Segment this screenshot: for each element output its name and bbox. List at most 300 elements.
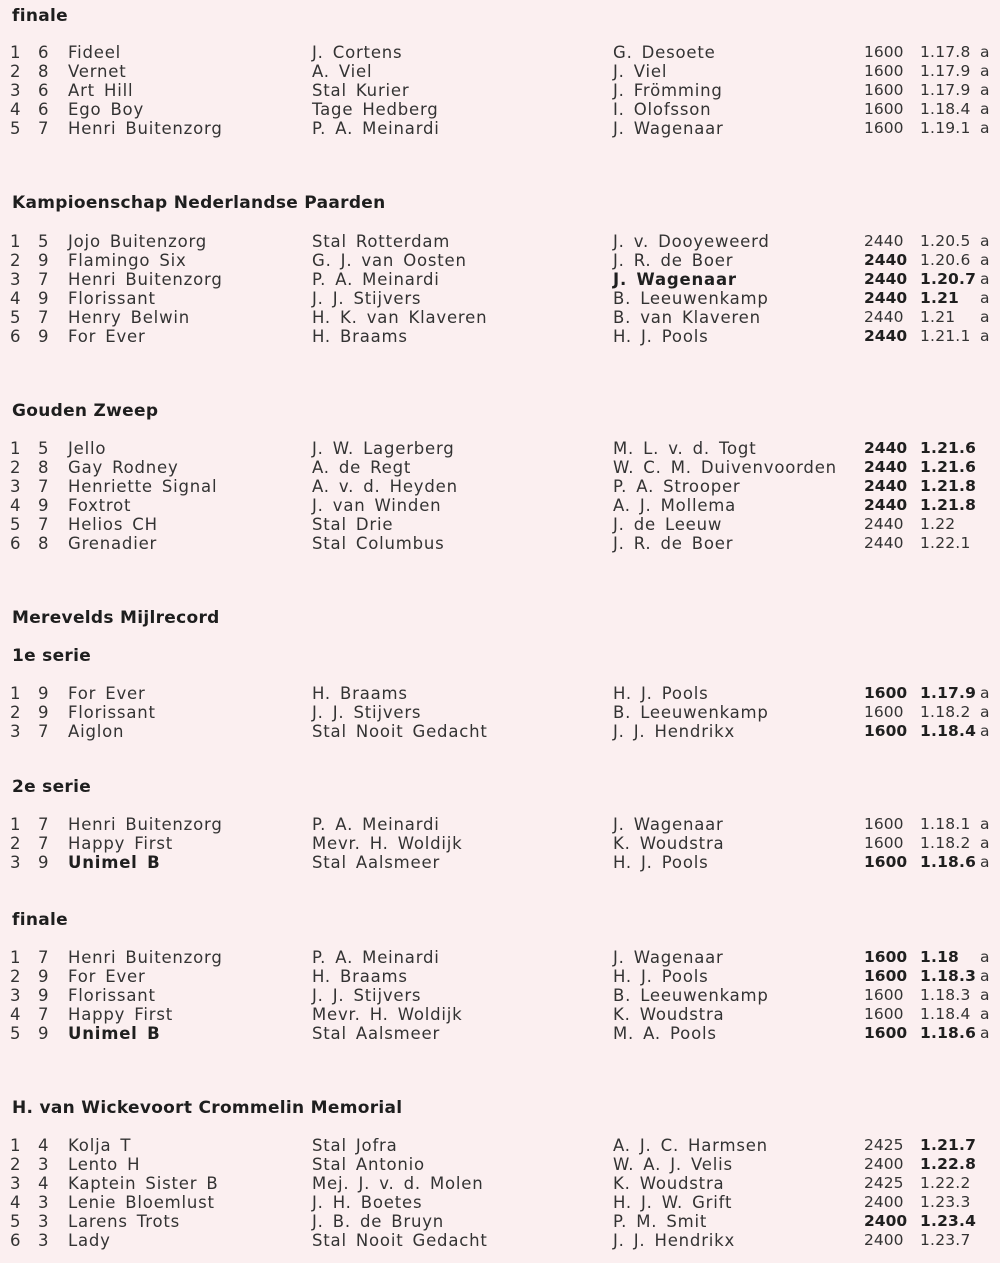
distance: 2440 (864, 289, 908, 307)
horse-name: Henri Buitenzorg (68, 948, 223, 967)
time-suffix: a (980, 327, 991, 345)
time: 1.17.9 (920, 62, 971, 80)
horse-name: Flamingo Six (68, 251, 187, 270)
result-row (0, 81, 1000, 100)
owner-name: P. A. Meinardi (312, 815, 440, 834)
position: 4 (10, 100, 22, 119)
result-row (0, 722, 1000, 741)
time-suffix: a (980, 703, 991, 721)
position: 1 (10, 1136, 22, 1155)
horse-name: Henri Buitenzorg (68, 270, 223, 289)
time: 1.21.6 (920, 439, 977, 457)
driver-name: A. J. Mollema (613, 496, 737, 515)
owner-name: Stal Kurier (312, 81, 410, 100)
time: 1.18 (920, 948, 960, 966)
horse-name: Kolja T (68, 1136, 132, 1155)
driver-name: H. J. Pools (613, 853, 709, 872)
result-row (0, 289, 1000, 308)
start-number: 3 (38, 1155, 50, 1174)
driver-name: B. Leeuwenkamp (613, 703, 769, 722)
distance: 1600 (864, 967, 908, 985)
driver-name: G. Desoete (613, 43, 716, 62)
time-suffix: a (980, 119, 991, 137)
result-row (0, 534, 1000, 553)
driver-name: J. Wagenaar (613, 815, 724, 834)
time: 1.23.3 (920, 1193, 971, 1211)
horse-name: Art Hill (68, 81, 134, 100)
owner-name: A. Viel (312, 62, 373, 81)
horse-name: Happy First (68, 1005, 173, 1024)
distance: 2400 (864, 1231, 904, 1249)
start-number: 9 (38, 703, 50, 722)
distance: 1600 (864, 986, 904, 1004)
position: 2 (10, 1155, 22, 1174)
start-number: 9 (38, 1024, 50, 1043)
time-suffix: a (980, 1005, 991, 1023)
position: 3 (10, 853, 22, 872)
horse-name: Helios CH (68, 515, 158, 534)
start-number: 9 (38, 327, 50, 346)
horse-name: Henriette Signal (68, 477, 218, 496)
time-suffix: a (980, 834, 991, 852)
result-row (0, 496, 1000, 515)
distance: 1600 (864, 43, 904, 61)
horse-name: Larens Trots (68, 1212, 181, 1231)
result-row (0, 458, 1000, 477)
distance: 2440 (864, 477, 908, 495)
horse-name: Unimel B (68, 853, 161, 872)
start-number: 9 (38, 986, 50, 1005)
horse-name: Grenadier (68, 534, 158, 553)
time-suffix: a (980, 100, 991, 118)
result-row (0, 1005, 1000, 1024)
owner-name: Stal Nooit Gedacht (312, 722, 488, 741)
time: 1.22.1 (920, 534, 971, 552)
result-row (0, 684, 1000, 703)
position: 6 (10, 534, 22, 553)
owner-name: Mevr. H. Woldijk (312, 1005, 463, 1024)
owner-name: P. A. Meinardi (312, 270, 440, 289)
result-row (0, 515, 1000, 534)
position: 4 (10, 1193, 22, 1212)
start-number: 5 (38, 232, 50, 251)
distance: 2440 (864, 270, 908, 288)
start-number: 7 (38, 308, 50, 327)
driver-name: J. de Leeuw (613, 515, 723, 534)
owner-name: Stal Nooit Gedacht (312, 1231, 488, 1250)
position: 3 (10, 477, 22, 496)
time-suffix: a (980, 1024, 991, 1042)
start-number: 7 (38, 722, 50, 741)
start-number: 9 (38, 289, 50, 308)
time-suffix: a (980, 967, 991, 985)
start-number: 9 (38, 684, 50, 703)
position: 3 (10, 1174, 22, 1193)
distance: 1600 (864, 1005, 904, 1023)
time: 1.18.3 (920, 986, 971, 1004)
time: 1.18.2 (920, 703, 971, 721)
time: 1.21.7 (920, 1136, 977, 1154)
result-row (0, 439, 1000, 458)
position: 3 (10, 722, 22, 741)
position: 2 (10, 834, 22, 853)
horse-name: Kaptein Sister B (68, 1174, 219, 1193)
driver-name: J. Wagenaar (613, 270, 737, 289)
start-number: 7 (38, 119, 50, 138)
start-number: 6 (38, 81, 50, 100)
distance: 1600 (864, 815, 904, 833)
owner-name: Stal Drie (312, 515, 394, 534)
time: 1.17.8 (920, 43, 971, 61)
time: 1.21 (920, 308, 956, 326)
position: 5 (10, 1212, 22, 1231)
position: 6 (10, 327, 22, 346)
distance: 2425 (864, 1136, 904, 1154)
result-row (0, 43, 1000, 62)
result-row (0, 1155, 1000, 1174)
section-heading: Kampioenschap Nederlandse Paarden (12, 193, 386, 213)
horse-name: Lento H (68, 1155, 141, 1174)
time: 1.23.7 (920, 1231, 971, 1249)
distance: 2440 (864, 439, 908, 457)
position: 3 (10, 986, 22, 1005)
driver-name: I. Olofsson (613, 100, 712, 119)
start-number: 6 (38, 100, 50, 119)
start-number: 8 (38, 534, 50, 553)
result-row (0, 703, 1000, 722)
distance: 2425 (864, 1174, 904, 1192)
time: 1.18.2 (920, 834, 971, 852)
owner-name: Stal Rotterdam (312, 232, 451, 251)
distance: 1600 (864, 81, 904, 99)
time-suffix: a (980, 43, 991, 61)
horse-name: Gay Rodney (68, 458, 179, 477)
horse-name: Aiglon (68, 722, 125, 741)
time-suffix: a (980, 232, 991, 250)
result-row (0, 119, 1000, 138)
position: 5 (10, 308, 22, 327)
horse-name: Henry Belwin (68, 308, 191, 327)
section-heading: finale (12, 6, 68, 26)
distance: 2440 (864, 496, 908, 514)
start-number: 9 (38, 853, 50, 872)
start-number: 7 (38, 515, 50, 534)
position: 5 (10, 1024, 22, 1043)
horse-name: Jojo Buitenzorg (68, 232, 208, 251)
time: 1.18.3 (920, 967, 977, 985)
result-row (0, 100, 1000, 119)
distance: 2440 (864, 458, 908, 476)
position: 6 (10, 1231, 22, 1250)
start-number: 5 (38, 439, 50, 458)
owner-name: P. A. Meinardi (312, 948, 440, 967)
start-number: 7 (38, 815, 50, 834)
time: 1.22.2 (920, 1174, 971, 1192)
driver-name: P. A. Strooper (613, 477, 741, 496)
result-row (0, 967, 1000, 986)
driver-name: H. J. Pools (613, 684, 709, 703)
horse-name: For Ever (68, 684, 146, 703)
owner-name: Mevr. H. Woldijk (312, 834, 463, 853)
driver-name: W. C. M. Duivenvoorden (613, 458, 837, 477)
time: 1.18.4 (920, 100, 971, 118)
time: 1.18.1 (920, 815, 971, 833)
time: 1.21.8 (920, 496, 977, 514)
horse-name: Jello (68, 439, 107, 458)
distance: 2440 (864, 327, 908, 345)
owner-name: J. van Winden (312, 496, 442, 515)
result-row (0, 477, 1000, 496)
owner-name: H. Braams (312, 327, 408, 346)
horse-name: Henri Buitenzorg (68, 119, 223, 138)
horse-name: Foxtrot (68, 496, 132, 515)
horse-name: For Ever (68, 967, 146, 986)
horse-name: Unimel B (68, 1024, 161, 1043)
time: 1.17.9 (920, 684, 977, 702)
driver-name: H. J. W. Grift (613, 1193, 733, 1212)
start-number: 7 (38, 270, 50, 289)
distance: 2440 (864, 308, 904, 326)
distance: 1600 (864, 1024, 908, 1042)
section-subheading: 2e serie (12, 777, 92, 797)
time: 1.23.4 (920, 1212, 977, 1230)
time: 1.19.1 (920, 119, 971, 137)
time: 1.18.4 (920, 1005, 971, 1023)
distance: 1600 (864, 834, 904, 852)
horse-name: Vernet (68, 62, 127, 81)
driver-name: J. R. de Boer (613, 534, 734, 553)
start-number: 3 (38, 1193, 50, 1212)
position: 1 (10, 232, 22, 251)
time: 1.18.6 (920, 1024, 977, 1042)
owner-name: H. Braams (312, 684, 408, 703)
position: 5 (10, 119, 22, 138)
time-suffix: a (980, 948, 991, 966)
result-row (0, 251, 1000, 270)
owner-name: J. J. Stijvers (312, 986, 422, 1005)
owner-name: H. Braams (312, 967, 408, 986)
time: 1.18.6 (920, 853, 977, 871)
time-suffix: a (980, 684, 991, 702)
position: 3 (10, 270, 22, 289)
start-number: 7 (38, 1005, 50, 1024)
position: 1 (10, 948, 22, 967)
owner-name: P. A. Meinardi (312, 119, 440, 138)
time: 1.20.7 (920, 270, 977, 288)
driver-name: J. R. de Boer (613, 251, 734, 270)
time-suffix: a (980, 289, 991, 307)
time-suffix: a (980, 81, 991, 99)
driver-name: J. Frömming (613, 81, 723, 100)
time: 1.21.8 (920, 477, 977, 495)
result-row (0, 815, 1000, 834)
driver-name: B. Leeuwenkamp (613, 289, 769, 308)
position: 4 (10, 496, 22, 515)
distance: 1600 (864, 722, 908, 740)
time-suffix: a (980, 251, 991, 269)
driver-name: K. Woudstra (613, 1005, 725, 1024)
owner-name: J. H. Boetes (312, 1193, 423, 1212)
owner-name: Tage Hedberg (312, 100, 439, 119)
horse-name: Happy First (68, 834, 173, 853)
distance: 1600 (864, 703, 904, 721)
time-suffix: a (980, 722, 991, 740)
position: 4 (10, 289, 22, 308)
owner-name: J. J. Stijvers (312, 289, 422, 308)
time: 1.17.9 (920, 81, 971, 99)
driver-name: J. v. Dooyeweerd (613, 232, 770, 251)
driver-name: P. M. Smit (613, 1212, 708, 1231)
result-row (0, 327, 1000, 346)
owner-name: Mej. J. v. d. Molen (312, 1174, 484, 1193)
result-row (0, 948, 1000, 967)
time-suffix: a (980, 270, 991, 288)
start-number: 4 (38, 1136, 50, 1155)
owner-name: J. J. Stijvers (312, 703, 422, 722)
horse-name: Ego Boy (68, 100, 145, 119)
position: 4 (10, 1005, 22, 1024)
time: 1.18.4 (920, 722, 977, 740)
start-number: 3 (38, 1212, 50, 1231)
time-suffix: a (980, 62, 991, 80)
distance: 1600 (864, 684, 908, 702)
distance: 1600 (864, 948, 908, 966)
section-subheading: finale (12, 910, 68, 930)
position: 2 (10, 62, 22, 81)
result-row (0, 270, 1000, 289)
distance: 1600 (864, 853, 908, 871)
horse-name: Fideel (68, 43, 122, 62)
result-row (0, 1136, 1000, 1155)
time: 1.21 (920, 289, 960, 307)
section-subheading: 1e serie (12, 646, 92, 666)
result-row (0, 232, 1000, 251)
driver-name: A. J. C. Harmsen (613, 1136, 768, 1155)
horse-name: Henri Buitenzorg (68, 815, 223, 834)
time: 1.20.6 (920, 251, 971, 269)
driver-name: H. J. Pools (613, 967, 709, 986)
distance: 2400 (864, 1212, 908, 1230)
start-number: 9 (38, 967, 50, 986)
distance: 1600 (864, 62, 904, 80)
position: 2 (10, 703, 22, 722)
driver-name: J. Wagenaar (613, 119, 724, 138)
time-suffix: a (980, 986, 991, 1004)
distance: 2400 (864, 1155, 904, 1173)
time: 1.21.6 (920, 458, 977, 476)
horse-name: Florissant (68, 986, 156, 1005)
owner-name: Stal Columbus (312, 534, 445, 553)
result-row (0, 62, 1000, 81)
distance: 2440 (864, 251, 908, 269)
distance: 1600 (864, 119, 904, 137)
start-number: 7 (38, 948, 50, 967)
section-heading: Gouden Zweep (12, 401, 159, 421)
horse-name: Florissant (68, 703, 156, 722)
owner-name: A. de Regt (312, 458, 412, 477)
result-row (0, 1231, 1000, 1250)
start-number: 4 (38, 1174, 50, 1193)
start-number: 9 (38, 251, 50, 270)
driver-name: M. A. Pools (613, 1024, 717, 1043)
position: 2 (10, 967, 22, 986)
owner-name: Stal Antonio (312, 1155, 425, 1174)
result-row (0, 1174, 1000, 1193)
time-suffix: a (980, 308, 991, 326)
start-number: 8 (38, 458, 50, 477)
start-number: 7 (38, 834, 50, 853)
driver-name: J. J. Hendrikx (613, 722, 736, 741)
time: 1.22.8 (920, 1155, 977, 1173)
start-number: 3 (38, 1231, 50, 1250)
position: 3 (10, 81, 22, 100)
driver-name: K. Woudstra (613, 1174, 725, 1193)
horse-name: For Ever (68, 327, 146, 346)
result-row (0, 1193, 1000, 1212)
time: 1.21.1 (920, 327, 971, 345)
result-row (0, 308, 1000, 327)
position: 1 (10, 815, 22, 834)
result-row (0, 1024, 1000, 1043)
owner-name: Stal Aalsmeer (312, 1024, 441, 1043)
position: 1 (10, 43, 22, 62)
driver-name: J. Viel (613, 62, 668, 81)
horse-name: Lady (68, 1231, 111, 1250)
driver-name: W. A. J. Velis (613, 1155, 733, 1174)
owner-name: J. W. Lagerberg (312, 439, 455, 458)
driver-name: J. Wagenaar (613, 948, 724, 967)
owner-name: Stal Jofra (312, 1136, 398, 1155)
owner-name: Stal Aalsmeer (312, 853, 441, 872)
driver-name: J. J. Hendrikx (613, 1231, 736, 1250)
position: 5 (10, 515, 22, 534)
owner-name: H. K. van Klaveren (312, 308, 488, 327)
owner-name: A. v. d. Heyden (312, 477, 458, 496)
position: 1 (10, 684, 22, 703)
time: 1.22 (920, 515, 956, 533)
time-suffix: a (980, 853, 991, 871)
result-row (0, 834, 1000, 853)
distance: 2440 (864, 232, 904, 250)
start-number: 9 (38, 496, 50, 515)
driver-name: B. van Klaveren (613, 308, 761, 327)
result-row (0, 986, 1000, 1005)
owner-name: G. J. van Oosten (312, 251, 467, 270)
position: 1 (10, 439, 22, 458)
distance: 1600 (864, 100, 904, 118)
owner-name: J. Cortens (312, 43, 403, 62)
distance: 2400 (864, 1193, 904, 1211)
horse-name: Florissant (68, 289, 156, 308)
start-number: 6 (38, 43, 50, 62)
distance: 2440 (864, 515, 904, 533)
driver-name: M. L. v. d. Togt (613, 439, 757, 458)
driver-name: B. Leeuwenkamp (613, 986, 769, 1005)
section-heading: Merevelds Mijlrecord (12, 608, 220, 628)
result-row (0, 853, 1000, 872)
position: 2 (10, 458, 22, 477)
position: 2 (10, 251, 22, 270)
horse-name: Lenie Bloemlust (68, 1193, 215, 1212)
driver-name: K. Woudstra (613, 834, 725, 853)
time: 1.20.5 (920, 232, 971, 250)
start-number: 8 (38, 62, 50, 81)
owner-name: J. B. de Bruyn (312, 1212, 445, 1231)
section-heading: H. van Wickevoort Crommelin Memorial (12, 1098, 403, 1118)
distance: 2440 (864, 534, 904, 552)
driver-name: H. J. Pools (613, 327, 709, 346)
result-row (0, 1212, 1000, 1231)
